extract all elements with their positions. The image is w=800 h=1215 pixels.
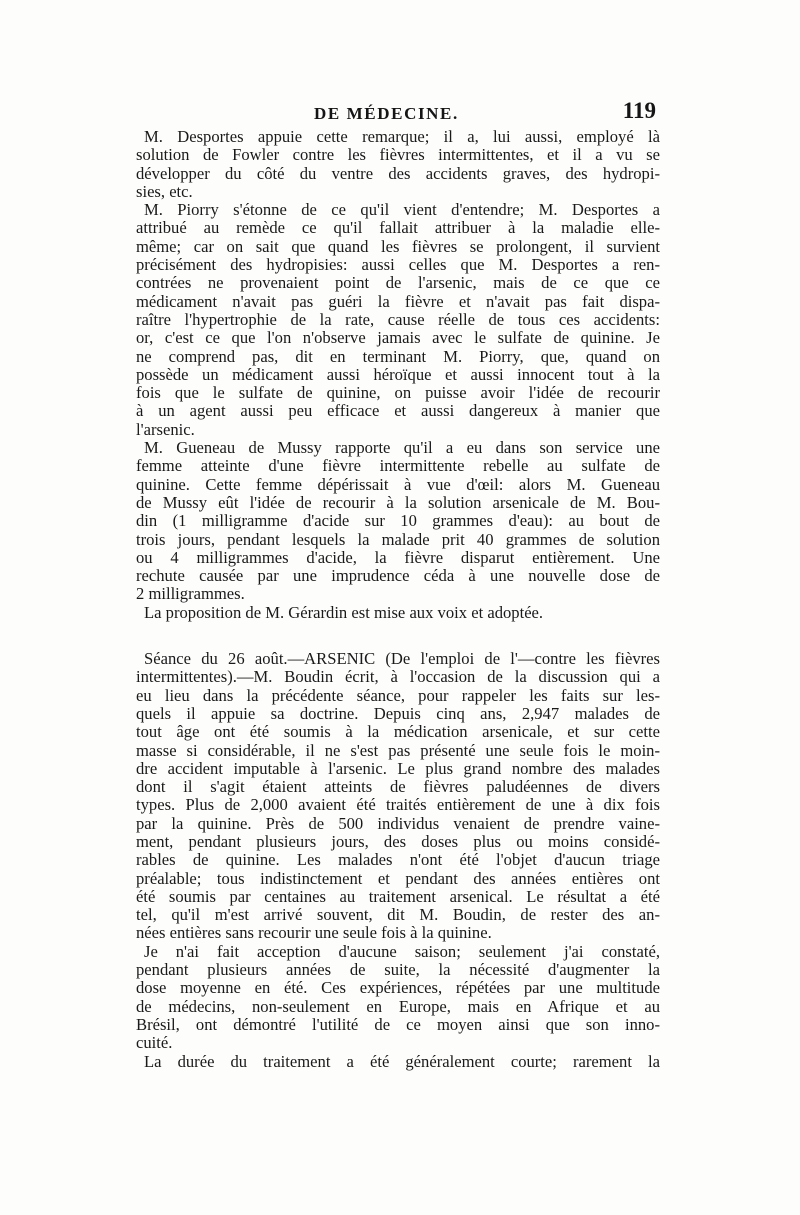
paragraph [136,128,660,201]
text-line: cuité. [136,1034,173,1053]
text-line: ne comprend pas, dit en terminant M. Piorry, que, quand on [136,347,660,366]
text-line: attribué au remède ce qu'il fallait attribuer à la maladie elle- [136,219,660,238]
text-line: types. Plus de 2,000 avaient été traités entièrement de une à dix fois [136,796,660,815]
page-number: 119 [622,98,656,123]
text-line: à un agent aussi peu efficace et aussi dangereux à manier que [136,402,660,421]
text-line: dont il s'agit étaient atteints de fièvres paludéennes de divers [136,778,660,797]
paragraph [136,943,660,1053]
text-line: Séance du 26 août.—ARSENIC (De l'emploi de l'—contre les fièvres [144,650,660,669]
text-line: masse si considérable, il ne s'est pas présenté une seule fois le moin- [136,741,660,760]
text-line: développer du côté du ventre des accidents graves, des hydropi- [136,164,660,183]
paragraph [136,201,660,439]
text-line: même; car on sait que quand les fièvres se prolongent, il survient [136,237,660,256]
text-line: préalable; tous indistinctement et pendant des années entières ont [136,869,660,888]
text-line: ment, pendant plusieurs jours, des doses plus ou moins considé- [136,832,660,851]
text-line: de Mussy eût l'idée de recourir à la solution arsenicale de M. Bou- [136,493,660,512]
text-line: La proposition de M. Gérardin est mise aux voix et adoptée. [144,603,544,622]
text-line: intermittentes).—M. Boudin écrit, à l'occasion de la discussion qui a [136,668,660,687]
text-line: M. Desportes appuie cette remarque; il a, lui aussi, employé là [144,128,660,146]
text-line: l'arsenic. [136,420,195,439]
text-line: rechute causée par une imprudence céda à une nouvelle dose de [136,567,660,586]
text-line: or, c'est ce que l'on n'observe jamais avec le sulfate de quinine. Je [136,329,660,348]
text-line: possède un médicament aussi héroïque et aussi innocent tout à la [136,365,660,384]
page-header [136,98,658,128]
text-line: M. Piorry s'étonne de ce qu'il vient d'entendre; M. Desportes a [144,201,660,220]
paragraph [136,1053,660,1071]
text-line: de médecins, non-seulement en Europe, mais en Afrique et au [136,997,660,1016]
text-line: 2 milligrammes. [136,585,245,604]
text-line: tel, qu'il m'est arrivé souvent, dit M. Boudin, de rester des an- [136,906,660,925]
body-text [136,128,660,1071]
text-line: dose moyenne en été. Ces expériences, répétées par une multitude [136,979,660,998]
text-line: pendant plusieurs années de suite, la nécessité d'augmenter la [136,961,660,980]
running-head: DE MÉDECINE. [314,104,459,123]
section-gap [136,622,660,650]
text-line: été soumis par centaines au traitement arsenical. Le résultat a été [136,887,660,906]
text-line: précisément des hydropisies: aussi celles que M. Desportes a ren- [136,256,660,275]
text-line: La durée du traitement a été généralement courte; rarement la [144,1052,660,1071]
text-line: solution de Fowler contre les fièvres intermittentes, et il a vu se [136,146,660,165]
text-line: raître l'hypertrophie de la rate, cause réelle de tous ces accidents: [136,310,660,329]
text-line: din (1 milligramme d'acide sur 10 grammes d'eau): au bout de [136,512,660,531]
text-line: trois jours, pendant lesquels la malade prit 40 grammes de solution [136,530,660,549]
text-line: médicament n'avait pas guéri la fièvre et n'avait pas fait dispa- [136,292,660,311]
text-line: quinine. Cette femme dépérissait à vue d'œil: alors M. Gueneau [136,475,660,494]
paragraph [136,604,660,622]
text-line: contrées ne provenaient point de l'arsenic, mais de ce que ce [136,274,660,293]
paragraph [136,650,660,943]
text-line: femme atteinte d'une fièvre intermittente rebelle au sulfate de [136,457,660,476]
text-line: par la quinine. Près de 500 individus venaient de prendre vaine- [136,814,660,833]
text-line: Je n'ai fait acception d'aucune saison; seulement j'ai constaté, [144,942,660,961]
text-line: fois que le sulfate de quinine, on puisse avoir l'idée de recourir [136,384,660,403]
text-line: rables de quinine. Les malades n'ont été l'objet d'aucun triage [136,851,660,870]
text-line: tout âge ont été soumis à la médication arsenicale, et sur cette [136,723,660,742]
text-line: Brésil, ont démontré l'utilité de ce moyen ainsi que son inno- [136,1015,660,1034]
text-line: eu lieu dans la précédente séance, pour rappeler les faits sur les- [136,686,660,705]
text-line: M. Gueneau de Mussy rapporte qu'il a eu dans son service une [144,439,660,458]
text-line: sies, etc. [136,182,193,201]
text-line: dre accident imputable à l'arsenic. Le plus grand nombre des malades [136,759,660,778]
text-line: quels il appuie sa doctrine. Depuis cinq ans, 2,947 malades de [136,704,660,723]
text-line: nées entières sans recourir une seule fois à la quinine. [136,924,492,943]
text-line: ou 4 milligrammes d'acide, la fièvre disparut entièrement. Une [136,548,660,567]
paragraph [136,439,660,604]
